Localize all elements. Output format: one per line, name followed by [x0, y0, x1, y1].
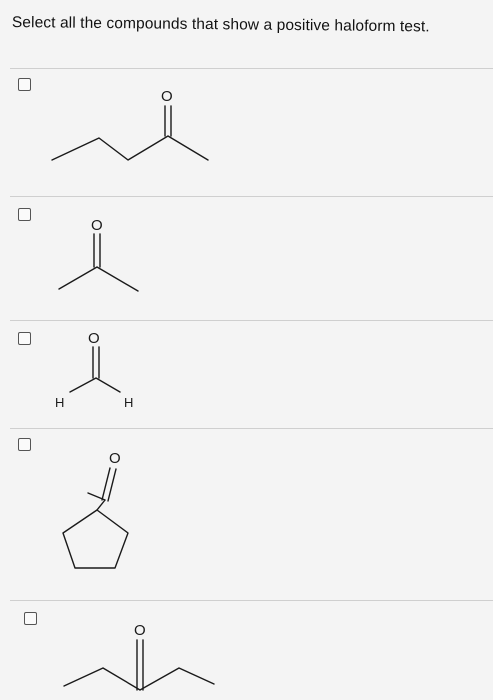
- atom-label-O: O: [161, 88, 173, 105]
- question-text: Select all the compounds that show a positive haloform test.: [11, 14, 430, 36]
- atom-label-O: O: [88, 330, 100, 347]
- atom-label-H: H: [55, 395, 65, 410]
- atom-label-O: O: [91, 217, 103, 234]
- atom-label-O: O: [109, 450, 121, 467]
- atom-label-O: O: [134, 622, 146, 639]
- atom-label-H: H: [124, 395, 134, 410]
